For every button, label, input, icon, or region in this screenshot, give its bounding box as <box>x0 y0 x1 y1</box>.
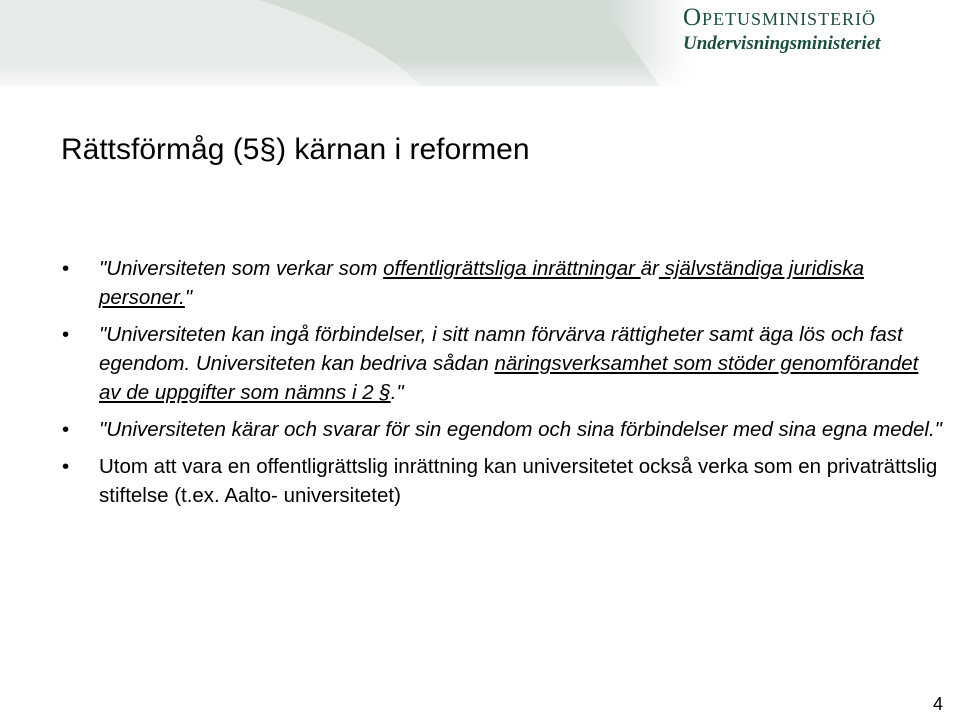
bullet-text-segment: "Universiteten kärar och svarar för sin egendom och sina förbindelser med sina egna medel." <box>99 418 942 441</box>
header-band <box>0 0 959 86</box>
bullet-item <box>62 254 942 312</box>
bullet-text-segment: är <box>640 257 659 280</box>
logo-finnish-name: Opetusministeriö <box>683 4 877 31</box>
slide-title: Rättsförmåg (5§) kärnan i reformen <box>61 133 530 166</box>
bullet-list <box>62 254 942 518</box>
bullet-text-segment: " <box>184 286 193 309</box>
bullet-text-segment: självständiga juridiska personer. <box>99 257 864 309</box>
bullet-text-segment: Utom att vara en offentligrättslig inrättning kan universitetet också verka som en privaträttslig stiftelse (t.ex. Aalto- universitetet) <box>99 455 938 507</box>
bullet-text-segment: "Universiteten som verkar som <box>99 257 384 280</box>
header-fade <box>0 60 959 100</box>
bullet-item <box>62 320 942 407</box>
bullet-text-segment: ." <box>390 381 404 404</box>
bullet-item <box>62 452 942 510</box>
bullet-text-segment: "Universiteten kan ingå förbindelser, i sitt namn förvärva rättigheter samt äga lös och fast egendom. Universiteten kan bedriva sådan <box>99 323 903 375</box>
bullet-marker: • <box>62 418 70 441</box>
page-number: 4 <box>932 694 943 714</box>
bullet-text-segment: näringsverksamhet som stöder genomförandet av de uppgifter som nämns i 2 § <box>99 352 919 404</box>
bullet-marker: • <box>62 455 70 478</box>
bullet-text-segment: offentligrättsliga inrättningar <box>383 257 641 280</box>
bullet-marker: • <box>62 257 70 280</box>
bullet-marker: • <box>62 323 70 346</box>
ministry-logo <box>683 4 943 56</box>
bullet-item <box>62 415 942 444</box>
logo-swedish-name: Undervisningsministeriet <box>683 33 881 54</box>
